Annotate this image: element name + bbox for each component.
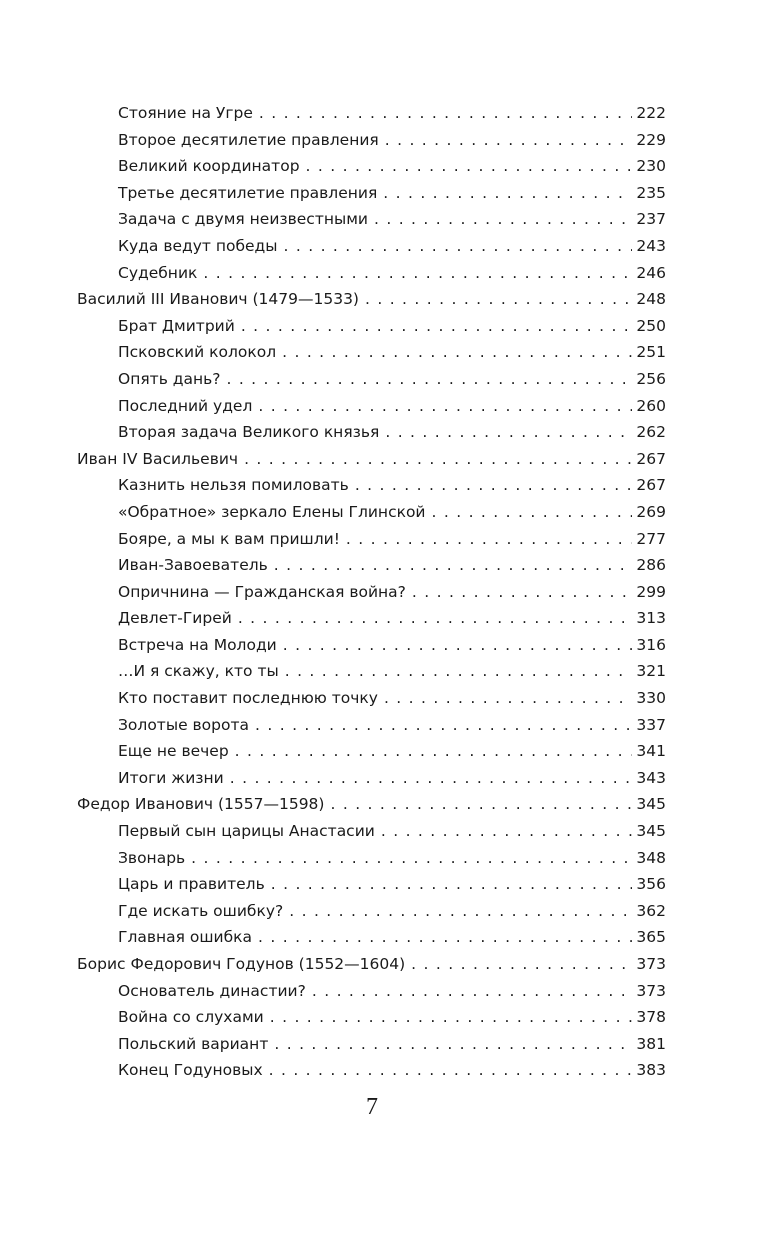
toc-entry-title: Великий координатор	[118, 157, 300, 176]
toc-section-entry	[77, 206, 666, 233]
toc-entry-title: Конец Годуновых	[118, 1061, 263, 1080]
toc-entry-title: Казнить нельзя помиловать	[118, 476, 349, 495]
toc-entry-page: 373	[636, 981, 666, 1000]
toc-entry-page: 222	[636, 104, 666, 122]
toc-entry-page: 378	[636, 1008, 666, 1027]
toc-chapter-entry	[77, 791, 666, 818]
toc-entry-title: Задача с двумя неизвестными	[118, 210, 368, 229]
page-number: 7	[366, 1094, 378, 1120]
toc-entry-page: 383	[636, 1061, 666, 1080]
toc-section-entry	[77, 898, 666, 925]
toc-entry-title: …И я скажу, кто ты	[118, 662, 279, 681]
dot-leader	[355, 472, 633, 499]
toc-entry-page: 230	[636, 157, 666, 176]
dot-leader	[374, 206, 632, 233]
toc-section-entry	[77, 472, 666, 499]
toc-entry-page: 356	[636, 875, 666, 894]
toc-section-entry	[77, 818, 666, 845]
toc-entry-title: Главная ошибка	[118, 928, 253, 947]
toc-entry-title: Последний удел	[118, 396, 253, 415]
toc-entry-page: 330	[636, 689, 666, 708]
toc-entry-page: 267	[636, 476, 666, 495]
dot-leader	[269, 1057, 633, 1084]
toc-entry-page: 250	[636, 316, 666, 335]
toc-section-entry	[77, 605, 666, 632]
toc-entry-page: 237	[636, 210, 666, 229]
toc-section-entry	[77, 738, 666, 765]
toc-section-entry	[77, 393, 666, 420]
toc-section-entry	[77, 499, 666, 526]
dot-leader	[203, 260, 632, 287]
toc-section-entry	[77, 366, 666, 393]
dot-leader	[285, 658, 633, 685]
dot-leader	[306, 153, 633, 180]
toc-entry-title: Польский вариант	[118, 1034, 269, 1053]
dot-leader	[383, 180, 632, 207]
toc-entry-page: 362	[636, 901, 666, 920]
toc-section-entry	[77, 260, 666, 287]
toc-section-entry	[77, 127, 666, 154]
toc-entry-page: 373	[636, 955, 666, 973]
toc-entry-page: 365	[636, 928, 666, 947]
toc-entry-page: 341	[636, 742, 666, 761]
dot-leader	[274, 1031, 632, 1058]
toc-entry-title: Звонарь	[118, 848, 186, 867]
toc-section-entry	[77, 871, 666, 898]
dot-leader	[258, 924, 632, 951]
toc-entry-page: 246	[636, 263, 666, 282]
dot-leader	[255, 712, 632, 739]
toc-entry-page: 348	[636, 848, 666, 867]
toc-section-entry	[77, 1057, 666, 1084]
toc-section-entry	[77, 1031, 666, 1058]
toc-section-entry	[77, 924, 666, 951]
dot-leader	[365, 286, 632, 313]
toc-entry-title: Встреча на Молоди	[118, 635, 277, 654]
toc-entry-page: 313	[636, 609, 666, 628]
toc-entry-page: 345	[636, 795, 666, 814]
toc-entry-title: Вторая задача Великого князья	[118, 423, 380, 442]
toc-entry-page: 277	[636, 529, 666, 548]
toc-entry-title: Опять дань?	[118, 369, 221, 388]
toc-entry-title: Где искать ошибку?	[118, 901, 284, 920]
toc-entry-page: 345	[636, 822, 666, 841]
dot-leader	[283, 632, 633, 659]
toc-entry-title: Первый сын царицы Анастасии	[118, 822, 375, 841]
toc-entry-title: Иван-Завоеватель	[118, 556, 268, 575]
dot-leader	[274, 552, 633, 579]
toc-entry-page: 286	[636, 556, 666, 575]
toc-entry-page: 235	[636, 183, 666, 202]
dot-leader	[230, 765, 633, 792]
toc-entry-title: Иван IV Васильевич	[77, 449, 239, 468]
toc-entry-title: Судебник	[118, 263, 198, 282]
toc-entry-title: Бояре, а мы к вам пришли!	[118, 529, 340, 548]
toc-entry-title: Золотые ворота	[118, 715, 250, 734]
toc-section-entry	[77, 100, 666, 127]
toc-entry-title: Еще не вечер	[118, 742, 229, 761]
dot-leader	[384, 685, 632, 712]
dot-leader	[284, 233, 633, 260]
dot-leader	[412, 579, 633, 606]
toc-section-entry	[77, 419, 666, 446]
dot-leader	[238, 605, 633, 632]
toc-entry-page: 299	[636, 582, 666, 601]
toc-section-entry	[77, 313, 666, 340]
dot-leader	[385, 419, 632, 446]
dot-leader	[258, 393, 632, 420]
toc-section-entry	[77, 845, 666, 872]
dot-leader	[235, 738, 633, 765]
toc-section-entry	[77, 712, 666, 739]
toc-entry-title: Псковский колокол	[118, 343, 277, 362]
dot-leader	[226, 366, 632, 393]
toc-entry-page: 262	[636, 423, 666, 442]
toc-entry-page: 248	[636, 290, 666, 309]
toc-section-entry	[77, 526, 666, 553]
toc-entry-title: Куда ведут победы	[118, 236, 278, 255]
toc-entry-page: 316	[636, 635, 666, 654]
toc-entry-title: Стояние на Угре	[118, 104, 253, 122]
toc-entry-page: 337	[636, 715, 666, 734]
toc-chapter-entry	[77, 951, 666, 978]
dot-leader	[259, 100, 633, 127]
toc-entry-page: 269	[636, 502, 666, 521]
dot-leader	[289, 898, 632, 925]
toc-entry-page: 321	[636, 662, 666, 681]
toc-entry-title: Царь и правитель	[118, 875, 265, 894]
toc-entry-title: Девлет-Гирей	[118, 609, 232, 628]
dot-leader	[330, 791, 632, 818]
toc-entry-title: Третье десятилетие правления	[118, 183, 378, 202]
toc-entry-title: Кто поставит последнюю точку	[118, 689, 378, 708]
toc-entry-page: 243	[636, 236, 666, 255]
dot-leader	[191, 845, 632, 872]
toc-section-entry	[77, 685, 666, 712]
toc-entry-page: 343	[636, 768, 666, 787]
dot-leader	[411, 951, 632, 978]
toc-entry-page: 229	[636, 130, 666, 149]
dot-leader	[271, 871, 633, 898]
toc-entry-title: Война со слухами	[118, 1008, 264, 1027]
toc-entry-title: Василий III Иванович (1479—1533)	[77, 290, 359, 309]
toc-entry-page: 256	[636, 369, 666, 388]
toc-chapter-entry	[77, 446, 666, 473]
toc-entry-title: Опричнина — Гражданская война?	[118, 582, 406, 601]
dot-leader	[270, 1004, 633, 1031]
toc-entry-page: 251	[636, 343, 666, 362]
toc-section-entry	[77, 658, 666, 685]
toc-section-entry	[77, 579, 666, 606]
toc-section-entry	[77, 153, 666, 180]
table-of-contents	[77, 100, 666, 1084]
dot-leader	[282, 339, 632, 366]
toc-chapter-entry	[77, 286, 666, 313]
toc-entry-title: Федор Иванович (1557—1598)	[77, 795, 325, 814]
toc-entry-title: Итоги жизни	[118, 768, 224, 787]
toc-section-entry	[77, 1004, 666, 1031]
toc-section-entry	[77, 632, 666, 659]
toc-entry-title: Брат Дмитрий	[118, 316, 235, 335]
toc-entry-title: Второе десятилетие правления	[118, 130, 379, 149]
dot-leader	[241, 313, 633, 340]
dot-leader	[312, 978, 633, 1005]
toc-section-entry	[77, 978, 666, 1005]
toc-entry-page: 381	[636, 1034, 666, 1053]
toc-entry-title: Борис Федорович Годунов (1552—1604)	[77, 955, 406, 973]
toc-entry-title: Основатель династии?	[118, 981, 306, 1000]
dot-leader	[385, 127, 633, 154]
toc-section-entry	[77, 552, 666, 579]
toc-section-entry	[77, 765, 666, 792]
dot-leader	[381, 818, 633, 845]
toc-entry-title: «Обратное» зеркало Елены Глинской	[118, 502, 426, 521]
dot-leader	[432, 499, 633, 526]
toc-entry-page: 267	[636, 449, 666, 468]
dot-leader	[244, 446, 632, 473]
toc-section-entry	[77, 180, 666, 207]
dot-leader	[346, 526, 632, 553]
toc-entry-page: 260	[636, 396, 666, 415]
toc-section-entry	[77, 339, 666, 366]
toc-section-entry	[77, 233, 666, 260]
